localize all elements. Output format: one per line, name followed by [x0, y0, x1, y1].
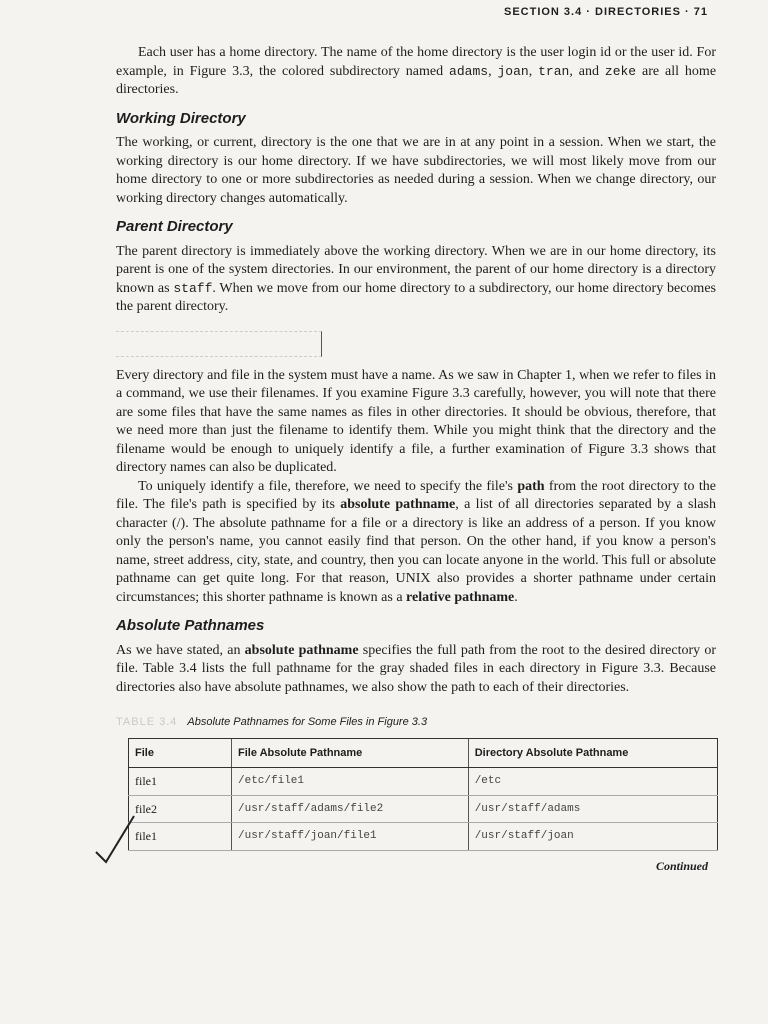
table-cell: /etc/file1 — [232, 768, 469, 796]
code-tran: tran — [538, 63, 570, 79]
paths-text: from the root directory to the file. The file's path is specified by its — [116, 478, 716, 512]
table-cell: /usr/staff/joan — [468, 823, 717, 851]
heading-working-directory: Working Directory — [116, 109, 246, 127]
paths-paragraph-1: Every directory and file in the system must have a name. As we saw in Chapter 1, when we refer to files in a command, we use their filenames. If you examine Figure 3.3 carefully, however, you will note that there are some files that have the same names as files in other directories. It should be obvious, therefore, that we need more than just the filename to identify them. While you might think that the directory and the filename would be enough to uniquely identify a file, a further examination of Figure 3.3 shows that directory names can also be duplicated. — [116, 367, 716, 475]
table-cell: file1 — [129, 768, 232, 796]
table-cell: /usr/staff/adams — [468, 795, 717, 823]
intro-text: Each user has a home directory. The name of the home directory is the user login id or the user id. For example, in Figure 3.3, the colored subdirectory named — [116, 45, 716, 79]
table-caption-text: Absolute Pathnames for Some Files in Figure 3.3 — [187, 716, 428, 728]
table-row — [129, 795, 718, 823]
heading-parent-directory: Parent Directory — [116, 218, 233, 235]
faded-heading-box — [116, 331, 322, 357]
term-absolute-pathname: absolute pathname — [340, 497, 456, 512]
term-relative-pathname: relative pathname — [406, 589, 515, 605]
parent-text: . When we move from our home directory to a subdirectory, our home directory becomes the parent directory. — [116, 280, 716, 314]
term-absolute-pathname: absolute pathname — [244, 642, 359, 658]
table-caption — [116, 713, 716, 732]
intro-text: are all home directories. — [116, 63, 717, 97]
table-cell: /usr/staff/joan/file1 — [232, 823, 469, 851]
table-cell: /usr/staff/adams/file2 — [232, 795, 469, 823]
intro-paragraph — [116, 44, 716, 100]
column-header: File Absolute Pathname — [232, 738, 469, 768]
working-directory-paragraph: The working, or current, directory is the one that we are in at any point in a session. When we start, the working directory is our home directory. If we have subdirectories, we will most likely move from our home directory to one or more subdirectories as needed during a session. When we change directory, our working directory changes automatically. — [116, 135, 716, 206]
parent-directory-paragraph — [116, 243, 716, 317]
continued-note: Continued — [655, 858, 708, 873]
parent-text: The parent directory is immediately above the working directory. When we are in our home directory, its parent is one of the system directories. In our environment, the parent of our home directory is a directory known as — [116, 243, 716, 296]
intro-text: , — [528, 63, 539, 79]
pathnames-table — [128, 738, 718, 851]
column-header: File — [129, 738, 232, 768]
table-row — [129, 768, 718, 796]
paths-text: . — [514, 589, 518, 605]
pen-checkmark-icon — [94, 808, 154, 868]
table-row — [129, 823, 718, 851]
table-cell: file1 — [129, 823, 232, 851]
code-staff: staff — [173, 280, 213, 296]
page-content — [116, 44, 716, 875]
table-label: TABLE 3.4 — [116, 716, 178, 728]
table-header-row — [129, 738, 718, 768]
code-zeke: zeke — [604, 63, 637, 79]
paths-text: To uniquely identify a file, therefore, we need to specify the file's — [138, 478, 518, 494]
table-cell: /etc — [468, 768, 717, 796]
running-head: SECTION 3.4 · DIRECTORIES · 71 — [503, 6, 708, 18]
absolute-pathnames-paragraph — [116, 642, 716, 698]
heading-absolute-pathnames: Absolute Pathnames — [116, 617, 265, 634]
absolute-text: specifies the full path from the root to the desired directory or file. Table 3.4 lists the full pathname for the gray shaded files in each directory in Figure 3.3. Because directories also have absolute pathnames, we also show the path to each of their directories. — [116, 642, 716, 695]
absolute-text: As we have stated, an — [116, 642, 245, 658]
code-adams: adams — [449, 63, 489, 79]
intro-text: , and — [569, 63, 605, 79]
paths-paragraph-2 — [116, 478, 716, 608]
table-cell: file2 — [129, 795, 232, 823]
paths-text: , a list of all directories separated by a slash character (/). The absolute pathname for a file or a directory is like an address of a person. If you know only the person's name, you cannot easily find that person. On the other hand, if you know a person's name, street address, city, state, and country, then you can locate anyone in the world. This full or absolute pathname can get quite long. For that reason, UNIX also provides a shorter pathname under certain circumstances; this shorter pathname is known as a — [116, 497, 717, 605]
intro-text: , — [488, 63, 498, 79]
term-path: path — [517, 478, 545, 494]
code-joan: joan — [497, 63, 529, 79]
column-header: Directory Absolute Pathname — [468, 738, 717, 768]
